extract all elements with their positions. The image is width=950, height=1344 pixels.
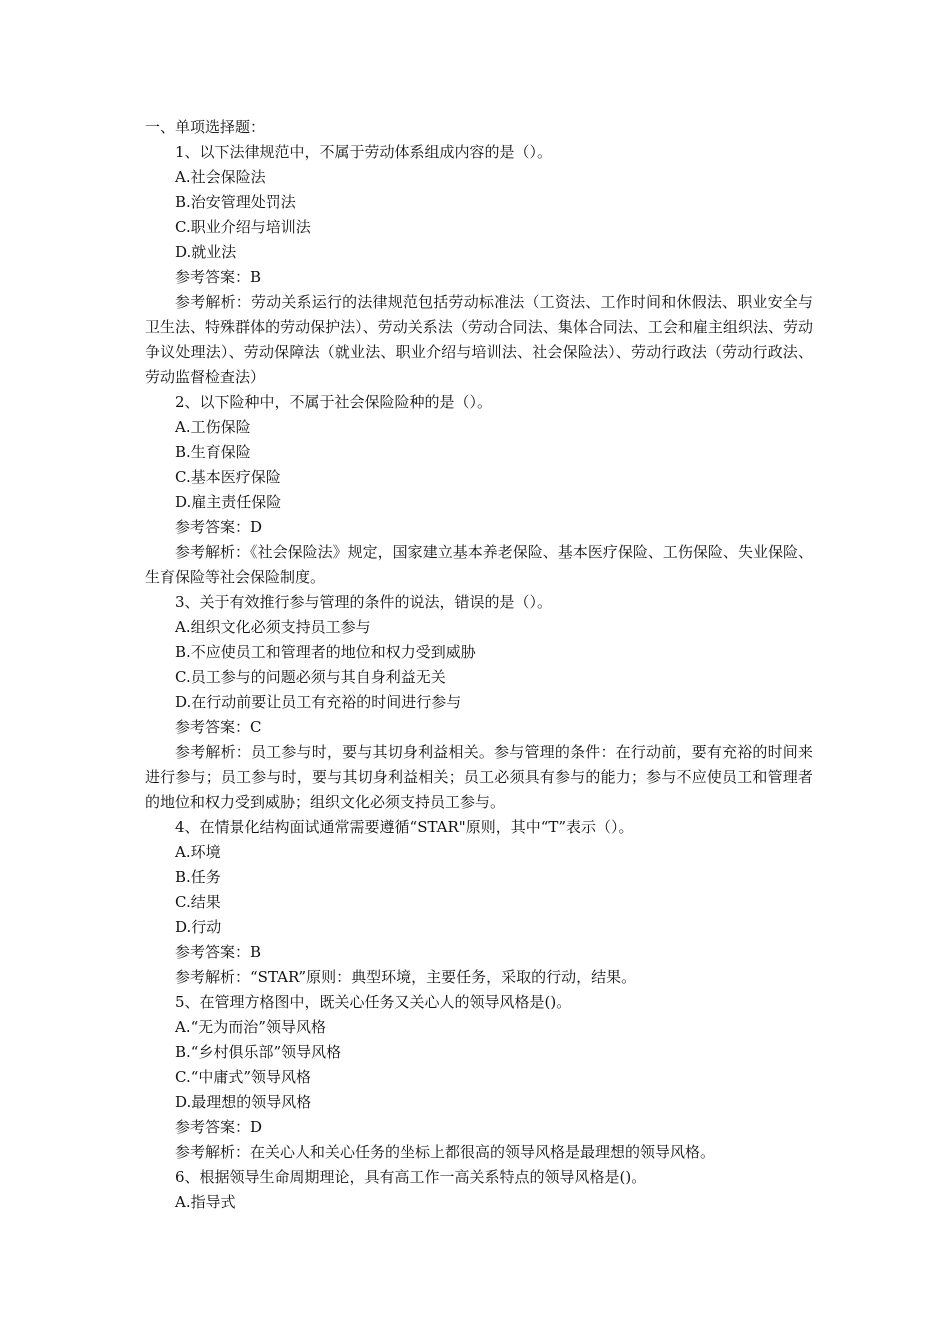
option-d: D.行动 xyxy=(175,918,222,936)
option-a: A.工伤保险 xyxy=(175,418,251,436)
answer: 参考答案：C xyxy=(175,718,262,736)
question-1 xyxy=(145,140,813,390)
option-d: D.最理想的领导风格 xyxy=(175,1093,312,1111)
answer: 参考答案：D xyxy=(175,518,263,536)
section-title: 一、单项选择题： xyxy=(145,118,266,136)
question-stem: 4、在情景化结构面试通常需要遵循“STAR"原则，其中“T”表示（）。 xyxy=(175,818,634,836)
option-c: C.员工参与的问题必须与其自身利益无关 xyxy=(175,668,446,686)
answer: 参考答案：B xyxy=(175,268,262,286)
analysis: 参考解析：在关心人和关心任务的坐标上都很高的领导风格是最理想的领导风格。 xyxy=(175,1143,716,1161)
question-6 xyxy=(145,1165,813,1215)
question-stem: 5、在管理方格图中，既关心任务又关心人的领导风格是()。 xyxy=(175,993,572,1011)
option-a: A.组织文化必须支持员工参与 xyxy=(175,618,371,636)
analysis: 参考解析：《社会保险法》规定，国家建立基本养老保险、基本医疗保险、工伤保险、失业保险、生育保险等社会保险制度。 xyxy=(145,543,813,586)
document-page xyxy=(145,115,813,1215)
question-2 xyxy=(145,390,813,590)
option-c: C.职业介绍与培训法 xyxy=(175,218,311,236)
option-a: A.“无为而治”领导风格 xyxy=(175,1018,326,1036)
option-a: A.环境 xyxy=(175,843,221,861)
option-a: A.社会保险法 xyxy=(175,168,266,186)
answer: 参考答案：B xyxy=(175,943,262,961)
option-b: B.“乡村俱乐部”领导风格 xyxy=(175,1043,342,1061)
option-b: B.治安管理处罚法 xyxy=(175,193,296,211)
option-a: A.指导式 xyxy=(175,1193,236,1211)
option-b: B.任务 xyxy=(175,868,221,886)
question-stem: 1、以下法律规范中，不属于劳动体系组成内容的是（）。 xyxy=(175,143,553,161)
question-4 xyxy=(145,815,813,990)
option-b: B.生育保险 xyxy=(175,443,251,461)
question-5 xyxy=(145,990,813,1165)
question-stem: 3、关于有效推行参与管理的条件的说法，错误的是（）。 xyxy=(175,593,553,611)
analysis: 参考解析：劳动关系运行的法律规范包括劳动标准法（工资法、工作时间和休假法、职业安全与卫生法、特殊群体的劳动保护法）、劳动关系法（劳动合同法、集体合同法、工会和雇主组织法、劳动争议处理法）、劳动保障法（就业法、职业介绍与培训法、社会保险法）、劳动行政法（劳动行政法、劳动监督检查法） xyxy=(145,293,813,386)
analysis: 参考解析：员工参与时，要与其切身利益相关。参与管理的条件：在行动前，要有充裕的时间来进行参与；员工参与时，要与其切身利益相关；员工必须具有参与的能力；参与不应使员工和管理者的地位和权力受到威胁；组织文化必须支持员工参与。 xyxy=(145,743,813,811)
option-d: D.在行动前要让员工有充裕的时间进行参与 xyxy=(175,693,462,711)
analysis: 参考解析：“STAR”原则：典型环境，主要任务，采取的行动，结果。 xyxy=(175,968,637,986)
option-b: B.不应使员工和管理者的地位和权力受到威胁 xyxy=(175,643,476,661)
question-stem: 6、根据领导生命周期理论，具有高工作一高关系特点的领导风格是()。 xyxy=(175,1168,647,1186)
option-d: D.雇主责任保险 xyxy=(175,493,282,511)
option-c: C.“中庸式”领导风格 xyxy=(175,1068,312,1086)
question-3 xyxy=(145,590,813,815)
option-d: D.就业法 xyxy=(175,243,237,261)
answer: 参考答案：D xyxy=(175,1118,263,1136)
option-c: C.基本医疗保险 xyxy=(175,468,281,486)
option-c: C.结果 xyxy=(175,893,221,911)
question-stem: 2、以下险种中，不属于社会保险险种的是（）。 xyxy=(175,393,493,411)
